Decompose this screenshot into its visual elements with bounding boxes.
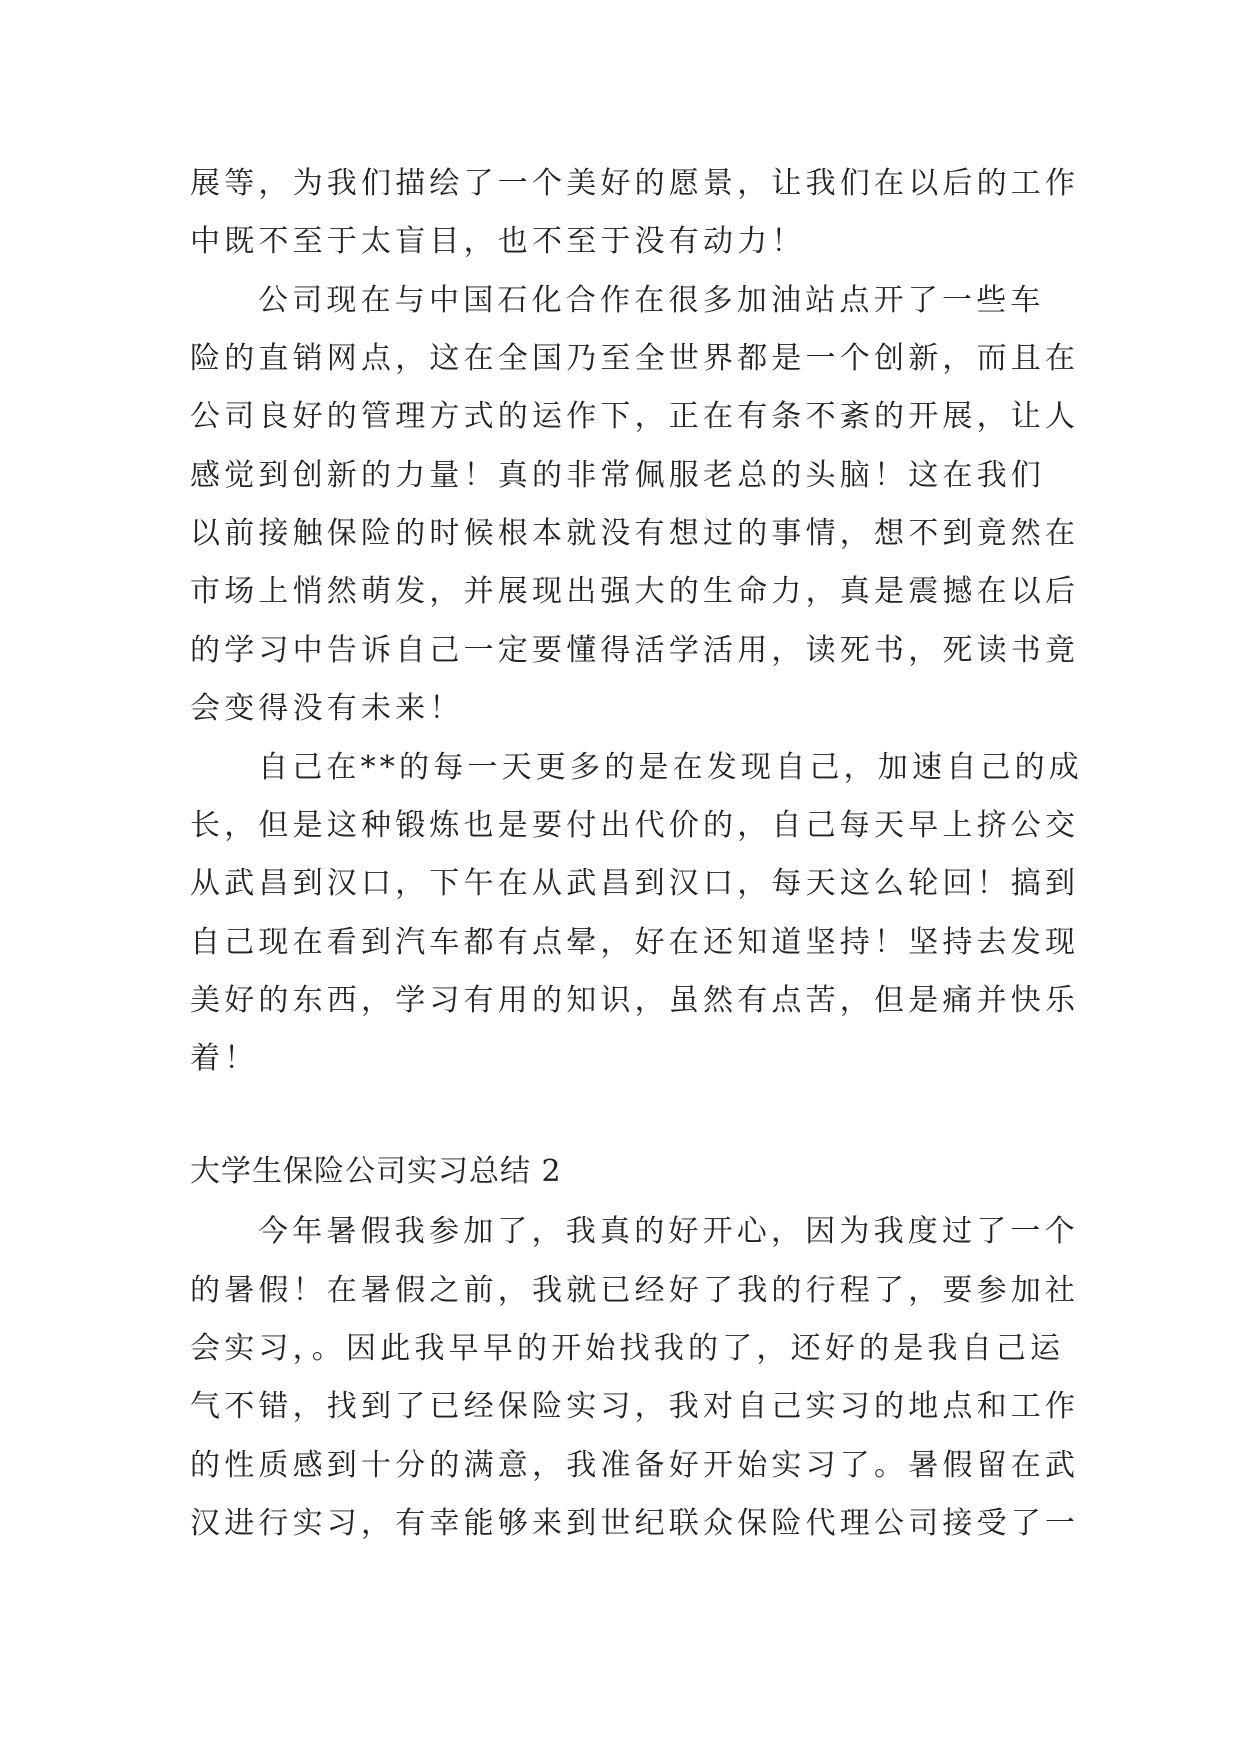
paragraph-2-line-8: 会变得没有未来！ [190, 691, 464, 726]
paragraph-4-line-6: 汉进行实习，有幸能够来到世纪联众保险代理公司接受了一 [190, 1506, 1080, 1541]
paragraph-2-line-7: 的学习中告诉自己一定要懂得活学活用，读死书，死读书竟 [190, 633, 1080, 668]
paragraph-4-line-2: 的暑假！在暑假之前，我就已经好了我的行程了，要参加社 [190, 1273, 1080, 1308]
paragraph-3-line-2: 长，但是这种锻炼也是要付出代价的，自己每天早上挤公交 [190, 808, 1080, 843]
paragraph-2-line-3: 公司良好的管理方式的运作下，正在有条不紊的开展，让人 [190, 399, 1080, 434]
paragraph-3-line-3: 从武昌到汉口，下午在从武昌到汉口，每天这么轮回！搞到 [190, 866, 1080, 901]
paragraph-1-line-1: 展等，为我们描绘了一个美好的愿景，让我们在以后的工作 [190, 166, 1080, 201]
paragraph-3-line-1: 自己在**的每一天更多的是在发现自己，加速自己的成 [258, 750, 1083, 785]
paragraph-4-line-5: 的性质感到十分的满意，我准备好开始实习了。暑假留在武 [190, 1448, 1080, 1483]
paragraph-3-line-6: 着！ [190, 1041, 259, 1076]
paragraph-2-line-2: 险的直销网点，这在全国乃至全世界都是一个创新，而且在 [190, 341, 1080, 376]
paragraph-3-line-5: 美好的东西，学习有用的知识，虽然有点苦，但是痛并快乐 [190, 983, 1080, 1018]
paragraph-3-line-4: 自己现在看到汽车都有点晕，好在还知道坚持！坚持去发现 [190, 925, 1080, 960]
paragraph-4-line-3: 会实习，。因此我早早的开始找我的了，还好的是我自己运 [190, 1331, 1065, 1366]
paragraph-2-line-4: 感觉到创新的力量！真的非常佩服老总的头脑！这在我们 [190, 458, 1045, 493]
paragraph-1-line-2: 中既不至于太盲目，也不至于没有动力！ [190, 224, 806, 259]
paragraph-2-line-5: 以前接触保险的时候根本就没有想过的事情，想不到竟然在 [190, 516, 1080, 551]
paragraph-4-line-4: 气不错，找到了已经保险实习，我对自己实习的地点和工作 [190, 1389, 1080, 1424]
paragraph-2-line-6: 市场上悄然萌发，并展现出强大的生命力，真是震撼在以后 [190, 574, 1080, 609]
paragraph-2-line-1: 公司现在与中国石化合作在很多加油站点开了一些车 [258, 283, 1045, 318]
paragraph-4-line-1: 今年暑假我参加了，我真的好开心，因为我度过了一个 [258, 1214, 1079, 1249]
section-title: 大学生保险公司实习总结 2 [190, 1154, 562, 1189]
